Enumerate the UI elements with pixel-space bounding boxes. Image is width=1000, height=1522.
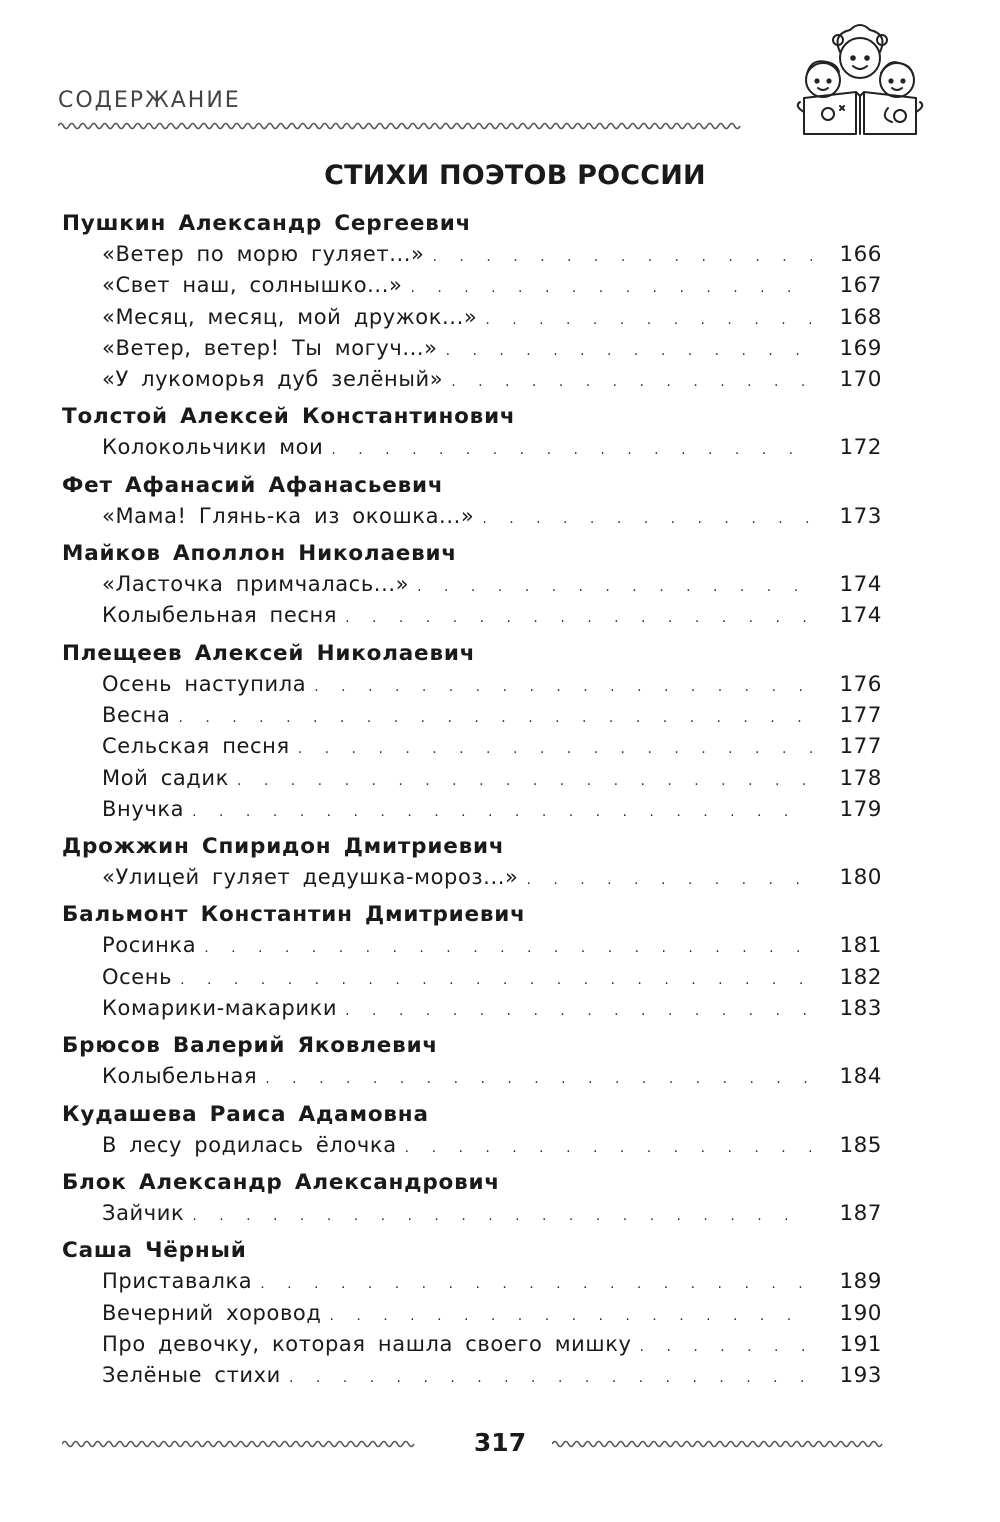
toc-entry[interactable]	[62, 432, 882, 463]
entry-page-number: 193	[839, 1363, 882, 1389]
entry-title: Внучка	[102, 796, 185, 821]
entry-title: Сельская песня	[102, 734, 290, 759]
page-number: 317	[473, 1428, 527, 1457]
dot-leader	[298, 734, 812, 765]
toc-entry[interactable]	[62, 1298, 882, 1329]
author-name: Пушкин Александр Сергеевич	[62, 211, 472, 236]
author-name: Плещеев Алексей Николаевич	[62, 640, 476, 666]
entry-page-number: 179	[839, 796, 882, 822]
dot-leader	[410, 273, 812, 304]
dot-leader	[640, 1332, 812, 1363]
entry-page-number: 178	[839, 765, 882, 791]
entry-page-number: 176	[839, 671, 882, 697]
dot-leader	[331, 435, 812, 466]
dot-leader	[433, 242, 812, 273]
author-name: Фет Афанасий Афанасьевич	[62, 472, 444, 498]
entry-title: Мой садик	[102, 765, 229, 790]
dot-leader	[180, 965, 812, 996]
dot-leader	[482, 504, 812, 535]
dot-leader	[485, 305, 812, 336]
entry-title: «У лукоморья дуб зелёный»	[102, 367, 444, 392]
section-title: СТИХИ ПОЭТОВ РОССИИ	[324, 160, 706, 191]
dot-leader	[405, 1133, 812, 1164]
toc-entry[interactable]	[62, 501, 882, 532]
entry-page-number: 170	[839, 367, 882, 393]
entry-page-number: 185	[839, 1132, 882, 1158]
author-name: Брюсов Валерий Яковлевич	[62, 1033, 438, 1059]
dot-leader	[526, 865, 812, 896]
toc-entry[interactable]	[62, 993, 882, 1024]
entry-page-number: 172	[839, 435, 882, 461]
footer-wave-right	[552, 1436, 892, 1452]
entry-title: Осень наступила	[102, 671, 307, 696]
entry-page-number: 181	[839, 933, 882, 959]
author-name: Бальмонт Константин Дмитриевич	[62, 902, 526, 928]
entry-page-number: 183	[839, 996, 882, 1022]
running-header: СОДЕРЖАНИЕ	[58, 88, 241, 113]
toc-entry[interactable]	[62, 763, 882, 794]
toc-entry[interactable]	[62, 1266, 882, 1297]
entry-title: «Свет наш, солнышко...»	[102, 273, 403, 298]
entry-title: Росинка	[102, 933, 197, 958]
dot-leader	[192, 1201, 812, 1232]
toc-entry[interactable]	[62, 862, 882, 893]
toc-entry[interactable]	[62, 569, 882, 600]
dot-leader	[345, 996, 812, 1027]
toc-entry[interactable]	[62, 239, 882, 270]
header-wave-divider	[58, 118, 748, 134]
author-name: Майков Аполлон Николаевич	[62, 541, 457, 567]
dot-leader	[204, 933, 812, 964]
toc-entry[interactable]	[62, 962, 882, 993]
entry-title: Приставалка	[102, 1269, 253, 1294]
toc-entry[interactable]	[62, 700, 882, 731]
toc-entry[interactable]	[62, 930, 882, 961]
entry-title: «Улицей гуляет дедушка-мороз...»	[102, 865, 519, 890]
toc-entry[interactable]	[62, 333, 882, 364]
toc-entry[interactable]	[62, 794, 882, 825]
dot-leader	[345, 603, 812, 634]
toc-entry[interactable]	[62, 731, 882, 762]
toc-entry[interactable]	[62, 1329, 882, 1360]
entry-title: Вечерний хоровод	[102, 1300, 322, 1325]
entry-title: «Ветер по морю гуляет...»	[102, 242, 425, 266]
dot-leader	[417, 572, 812, 603]
dot-leader	[260, 1269, 812, 1300]
toc-entry[interactable]	[62, 364, 882, 395]
toc-entry[interactable]	[62, 1360, 882, 1391]
author-name: Толстой Алексей Константинович	[62, 404, 516, 430]
dot-leader	[446, 336, 812, 367]
entry-page-number: 191	[839, 1331, 882, 1357]
entry-title: Колокольчики мои	[102, 435, 324, 460]
entry-title: Про девочку, которая нашла своего мишку	[102, 1331, 632, 1356]
entry-page-number: 190	[839, 1300, 882, 1326]
entry-title: «Мама! Глянь-ка из окошка...»	[102, 503, 475, 528]
entry-page-number: 177	[839, 734, 882, 760]
toc-entry[interactable]	[62, 669, 882, 700]
entry-title: Комарики-макарики	[102, 996, 338, 1021]
toc-entry[interactable]	[62, 1061, 882, 1092]
toc-entry[interactable]	[62, 1130, 882, 1161]
entry-title: «Ласточка примчалась...»	[102, 572, 410, 597]
entry-page-number: 169	[839, 335, 882, 361]
table-of-contents	[62, 208, 882, 1391]
entry-page-number: 180	[839, 865, 882, 891]
entry-page-number: 187	[839, 1200, 882, 1226]
entry-title: Осень	[102, 964, 173, 989]
entry-page-number: 177	[839, 702, 882, 728]
toc-entry[interactable]	[62, 302, 882, 333]
dot-leader	[192, 797, 812, 828]
toc-entry[interactable]	[62, 270, 882, 301]
entry-page-number: 174	[839, 572, 882, 598]
dot-leader	[265, 1064, 812, 1095]
entry-title: «Ветер, ветер! Ты могуч...»	[102, 335, 438, 360]
entry-page-number: 173	[839, 503, 882, 529]
dot-leader	[178, 703, 812, 734]
toc-entry[interactable]	[62, 600, 882, 631]
dot-leader	[289, 1363, 812, 1394]
entry-page-number: 166	[839, 242, 882, 267]
entry-title: Весна	[102, 702, 171, 727]
entry-title: Колыбельная песня	[102, 603, 338, 628]
author-name: Кудашева Раиса Адамовна	[62, 1101, 429, 1127]
entry-title: В лесу родилась ёлочка	[102, 1132, 397, 1157]
toc-entry[interactable]	[62, 1198, 882, 1229]
children-reading-book-icon	[790, 18, 930, 136]
entry-title: Зайчик	[102, 1200, 185, 1225]
author-name: Дрожжин Спиридон Дмитриевич	[62, 834, 505, 860]
author-name: Блок Александр Александрович	[62, 1169, 500, 1195]
entry-page-number: 189	[839, 1269, 882, 1295]
entry-title: Колыбельная	[102, 1064, 258, 1089]
entry-page-number: 184	[839, 1064, 882, 1090]
author-name: Саша Чёрный	[62, 1238, 247, 1264]
entry-page-number: 182	[839, 964, 882, 990]
dot-leader	[329, 1301, 812, 1332]
entry-page-number: 167	[839, 273, 882, 299]
entry-title: Зелёные стихи	[102, 1363, 281, 1388]
entry-page-number: 174	[839, 603, 882, 629]
entry-title: «Месяц, месяц, мой дружок...»	[102, 304, 478, 329]
dot-leader	[314, 672, 812, 703]
entry-page-number: 168	[839, 304, 882, 330]
dot-leader	[451, 367, 812, 398]
dot-leader	[237, 766, 812, 797]
